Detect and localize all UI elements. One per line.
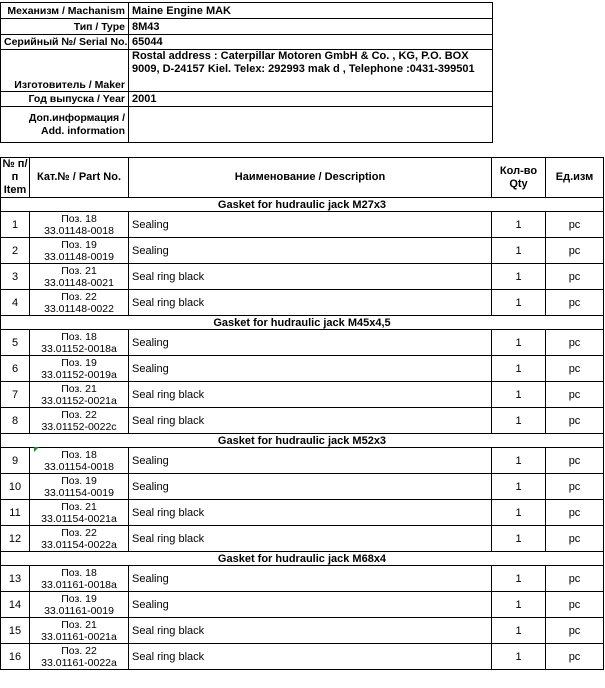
part-number-cell[interactable] [30,644,129,670]
part-number: 33.01154-0021a [41,512,117,525]
year-label[interactable]: Год выпуска / Year [1,92,129,107]
type-value[interactable]: 8M43 [129,19,493,35]
position-label: Поз. 22 [61,290,97,303]
qty-cell[interactable]: 1 [492,592,546,618]
parts-table-body [1,198,604,670]
position-label: Поз. 18 [61,330,97,343]
type-row [1,19,493,35]
serial-value[interactable]: 65044 [129,35,493,50]
part-number: 33.01148-0018 [44,224,114,237]
part-number-cell[interactable] [30,356,129,382]
year-value[interactable]: 2001 [129,92,493,107]
item-number-cell[interactable]: 6 [1,356,30,382]
part-number: 33.01152-0018a [41,342,117,355]
table-row [1,592,604,618]
col-header-item[interactable]: № п/п Item [2,158,28,196]
group-title[interactable]: Gasket for hudraulic jack M68x4 [1,552,604,566]
item-number-cell[interactable]: 9 [1,448,30,474]
col-header-description[interactable]: Наименование / Description [129,158,492,198]
mechanism-value[interactable]: Maine Engine MAK [129,3,493,19]
table-row [1,408,604,434]
position-label: Поз. 18 [61,212,97,225]
position-label: Поз. 19 [61,474,97,487]
table-row [1,290,604,316]
description-cell[interactable]: Seal ring black [129,618,492,644]
addinfo-value[interactable] [129,107,493,143]
item-number-cell[interactable]: 12 [1,526,30,552]
col-header-qty[interactable]: Кол-во Qty [492,158,546,198]
qty-cell[interactable]: 1 [492,500,546,526]
unit-cell[interactable]: pc [546,264,604,290]
item-number-cell[interactable]: 3 [1,264,30,290]
table-row [1,264,604,290]
item-number-cell[interactable]: 11 [1,500,30,526]
part-number-cell[interactable] [30,212,129,238]
col-header-unit[interactable]: Ед.изм [546,158,604,198]
unit-cell[interactable]: pc [546,356,604,382]
description-cell[interactable]: Sealing [129,448,492,474]
item-number-cell[interactable]: 10 [1,474,30,500]
position-label: Поз. 19 [61,238,97,251]
part-number-cell[interactable] [30,330,129,356]
addinfo-row [1,107,493,143]
maker-label[interactable]: Изготовитель / Maker [1,50,129,92]
table-row [1,448,604,474]
part-number: 33.01161-0021a [41,630,117,643]
part-number: 33.01148-0019 [44,250,114,263]
part-number-cell[interactable] [30,566,129,592]
unit-cell[interactable]: pc [546,566,604,592]
description-cell[interactable]: Seal ring black [129,500,492,526]
maker-value[interactable]: Rostal address : Caterpillar Motoren GmbH & Co. , KG, P.O. BOX 9009, D-24157 Kiel. Telex: 292993 mak d , Telephone :0431-399501 [129,50,493,92]
maker-row [1,50,493,92]
description-cell[interactable]: Sealing [129,566,492,592]
table-row [1,618,604,644]
group-title[interactable]: Gasket for hudraulic jack M45x4,5 [1,316,604,330]
table-row [1,526,604,552]
table-row [1,212,604,238]
item-number-cell[interactable]: 13 [1,566,30,592]
part-number-cell[interactable] [30,500,129,526]
qty-cell[interactable]: 1 [492,264,546,290]
item-number-cell[interactable]: 16 [1,644,30,670]
description-cell[interactable]: Sealing [129,474,492,500]
description-cell[interactable]: Sealing [129,592,492,618]
unit-cell[interactable]: pc [546,238,604,264]
part-number: 33.01154-0019 [44,486,114,499]
description-cell[interactable]: Sealing [129,212,492,238]
table-row [1,238,604,264]
table-row [1,644,604,670]
unit-cell[interactable]: pc [546,618,604,644]
addinfo-label[interactable]: Доп.информация / Add. information [1,107,129,143]
qty-cell[interactable]: 1 [492,644,546,670]
table-row [1,382,604,408]
item-number-cell[interactable]: 5 [1,330,30,356]
qty-cell[interactable]: 1 [492,330,546,356]
unit-cell[interactable]: pc [546,474,604,500]
qty-cell[interactable]: 1 [492,448,546,474]
part-number-cell[interactable] [30,264,129,290]
group-title[interactable]: Gasket for hudraulic jack M52x3 [1,434,604,448]
description-cell[interactable]: Sealing [129,238,492,264]
part-number: 33.01161-0018a [41,578,117,591]
mechanism-label[interactable]: Механизм / Machanism [1,3,129,19]
table-row [1,330,604,356]
part-number-cell[interactable] [30,474,129,500]
part-number: 33.01154-0022a [41,538,117,551]
part-number-cell[interactable] [30,526,129,552]
column-header-row [1,158,604,198]
group-header-row [1,434,604,448]
unit-cell[interactable]: pc [546,408,604,434]
part-number: 33.01152-0021a [41,394,117,407]
item-number-cell[interactable]: 2 [1,238,30,264]
qty-cell[interactable]: 1 [492,618,546,644]
part-number-cell[interactable] [30,238,129,264]
position-label: Поз. 21 [61,500,97,513]
position-label: Поз. 18 [61,566,97,579]
year-row [1,92,493,107]
qty-cell[interactable]: 1 [492,212,546,238]
qty-cell[interactable]: 1 [492,408,546,434]
mechanism-row [1,3,493,19]
part-number: 33.01161-0019 [44,604,114,617]
unit-cell[interactable]: pc [546,500,604,526]
position-label: Поз. 19 [61,592,97,605]
part-number-cell[interactable] [30,382,129,408]
type-label[interactable]: Тип / Type [1,19,129,35]
unit-cell[interactable]: pc [546,330,604,356]
part-number: 33.01152-0019a [41,368,117,381]
parts-table [0,157,604,670]
qty-cell[interactable]: 1 [492,382,546,408]
position-label: Поз. 22 [61,526,97,539]
header-info-table [0,2,493,143]
qty-cell[interactable]: 1 [492,474,546,500]
unit-cell[interactable]: pc [546,290,604,316]
description-cell[interactable]: Sealing [129,330,492,356]
group-header-row [1,552,604,566]
description-cell[interactable]: Seal ring black [129,290,492,316]
col-header-part[interactable]: Кат.№ / Part No. [30,158,129,198]
description-cell[interactable]: Seal ring black [129,526,492,552]
part-number: 33.01148-0022 [44,302,114,315]
group-header-row [1,198,604,212]
group-header-row [1,316,604,330]
position-label: Поз. 21 [61,382,97,395]
description-cell[interactable]: Seal ring black [129,264,492,290]
table-row [1,500,604,526]
part-number: 33.01148-0021 [44,276,114,289]
table-row [1,474,604,500]
description-cell[interactable]: Seal ring black [129,408,492,434]
qty-cell[interactable]: 1 [492,356,546,382]
unit-cell[interactable]: pc [546,382,604,408]
part-number: 33.01152-0022c [41,420,117,433]
position-label: Поз. 19 [61,356,97,369]
table-row [1,566,604,592]
part-number: 33.01161-0022a [41,656,117,669]
serial-label[interactable]: Серийный №/ Serial No. [1,35,129,50]
part-number-cell[interactable] [30,448,129,474]
unit-cell[interactable]: pc [546,644,604,670]
group-title[interactable]: Gasket for hudraulic jack M27x3 [1,198,604,212]
position-label: Поз. 21 [61,264,97,277]
qty-cell[interactable]: 1 [492,290,546,316]
unit-cell[interactable]: pc [546,592,604,618]
position-label: Поз. 22 [61,644,97,657]
position-label: Поз. 22 [61,408,97,421]
unit-cell[interactable]: pc [546,448,604,474]
position-label: Поз. 21 [61,618,97,631]
part-number-cell[interactable] [30,290,129,316]
description-cell[interactable]: Seal ring black [129,644,492,670]
item-number-cell[interactable]: 8 [1,408,30,434]
description-cell[interactable]: Sealing [129,356,492,382]
item-number-cell[interactable]: 14 [1,592,30,618]
item-number-cell[interactable]: 1 [1,212,30,238]
item-number-cell[interactable]: 15 [1,618,30,644]
table-row [1,356,604,382]
position-label: Поз. 18 [61,448,97,461]
qty-cell[interactable]: 1 [492,526,546,552]
part-number-cell[interactable] [30,592,129,618]
part-number-cell[interactable] [30,618,129,644]
part-number-cell[interactable] [30,408,129,434]
cell-comment-marker [34,447,39,452]
unit-cell[interactable]: pc [546,212,604,238]
qty-cell[interactable]: 1 [492,566,546,592]
unit-cell[interactable]: pc [546,526,604,552]
part-number: 33.01154-0018 [44,460,114,473]
qty-cell[interactable]: 1 [492,238,546,264]
item-number-cell[interactable]: 7 [1,382,30,408]
serial-row [1,35,493,50]
item-number-cell[interactable]: 4 [1,290,30,316]
description-cell[interactable]: Seal ring black [129,382,492,408]
